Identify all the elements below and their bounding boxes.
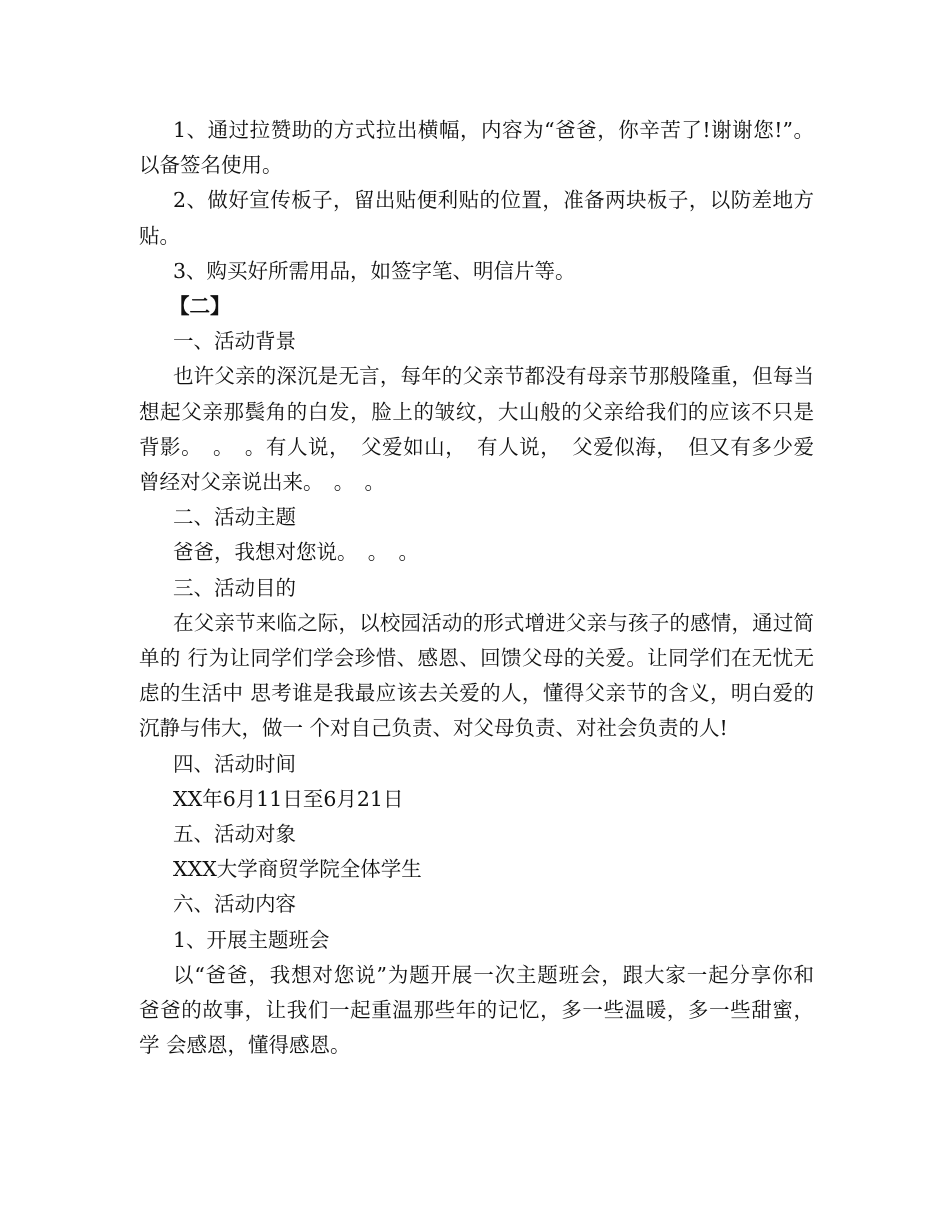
section-title-content: 六、活动内容 (173, 892, 296, 917)
paragraph-class-meeting: 以“爸爸，我想对您说”为题开展一次主题班会，跟大家一起分享你和 爸爸的故事，让我们一起重温那些年的记忆，多一些温暖，多一些甜蜜，学 会感恩，懂得感恩。 (139, 962, 814, 1058)
section-title-background: 一、活动背景 (173, 329, 296, 354)
paragraph-background: 也许父亲的深沉是无言，每年的父亲节都没有母亲节那般隆重，但每当想起父亲那鬓角的白发，脸上的皱纹，大山般的父亲给我们的应该不只是背影。 。 。有人说， 父爱如山， 有人说， 父爱似海， 但又有多少爱曾经对父亲说出来。 。 。 (139, 364, 814, 495)
paragraph-purpose: 在父亲节来临之际，以校园活动的形式增进父亲与孩子的感情，通过简单的 行为让同学们学会珍惜、感恩、回馈父母的关爱。让同学们在无忧无虑的生活中 思考谁是我最应该去关爱的人，懂得父亲节的含义，明白爱的沉静与伟大，做一 个对自己负责、对父母负责、对社会负责的人! (139, 610, 814, 741)
paragraph-audience: XXX大学商贸学院全体学生 (173, 857, 422, 882)
section-title-audience: 五、活动对象 (173, 822, 296, 847)
paragraph-item-3: 3、购买好所需用品，如签字笔、明信片等。 (173, 258, 576, 283)
section-title-time: 四、活动时间 (173, 751, 296, 776)
paragraph-item-1: 1、通过拉赞助的方式拉出横幅，内容为“爸爸，你辛苦了!谢谢您!”。以备签名使用。 (139, 118, 814, 178)
subsection-title-class-meeting: 1、开展主题班会 (173, 927, 330, 952)
paragraph-time: XX年6月11日至6月21日 (173, 786, 404, 811)
section-heading-two: 【二】 (169, 294, 231, 319)
paragraph-theme: 爸爸，我想对您说。 。 。 (173, 540, 419, 565)
section-title-theme: 二、活动主题 (173, 505, 296, 530)
paragraph-item-2: 2、做好宣传板子，留出贴便利贴的位置，准备两块板子，以防差地方贴。 (139, 188, 814, 248)
section-title-purpose: 三、活动目的 (173, 575, 296, 600)
document-body (139, 113, 814, 1063)
